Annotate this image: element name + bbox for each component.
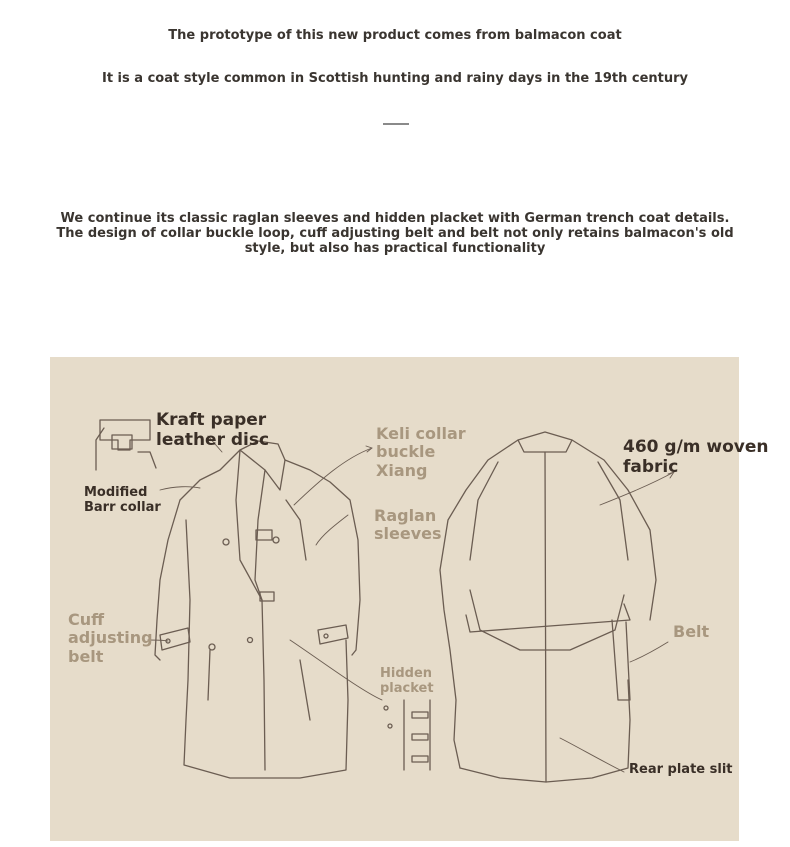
placket-detail-sketch bbox=[384, 700, 430, 770]
front-coat-sketch bbox=[155, 441, 360, 778]
label-belt: Belt bbox=[673, 622, 710, 641]
label-cuff-adjusting-belt: Cuff adjusting belt bbox=[68, 610, 153, 666]
label-hidden-placket: Hidden placket bbox=[380, 666, 434, 696]
callout-arrows bbox=[148, 436, 674, 772]
label-woven-fabric: 460 g/m woven fabric bbox=[623, 437, 769, 477]
collar-detail-sketch bbox=[96, 420, 156, 470]
back-coat-sketch bbox=[440, 432, 656, 782]
description-paragraph: We continue its classic raglan sleeves and hidden placket with German trench coat details. The design of collar buckle loop, cuff adjusting belt and belt not only retains balmacon's old style, but also has practical functionality bbox=[56, 211, 734, 256]
intro-line-2: It is a coat style common in Scottish hunting and rainy days in the 19th century bbox=[101, 71, 688, 86]
label-modified-barr-collar: Modified Barr collar bbox=[84, 485, 161, 515]
intro-line-1: The prototype of this new product comes from balmacon coat bbox=[168, 28, 622, 43]
label-rear-plate-slit: Rear plate slit bbox=[629, 762, 733, 777]
label-kraft-paper-leather-disc: Kraft paper leather disc bbox=[156, 410, 270, 450]
label-keli-collar-buckle: Keli collar buckle Xiang bbox=[376, 424, 466, 480]
label-raglan-sleeves: Raglan sleeves bbox=[374, 506, 442, 544]
